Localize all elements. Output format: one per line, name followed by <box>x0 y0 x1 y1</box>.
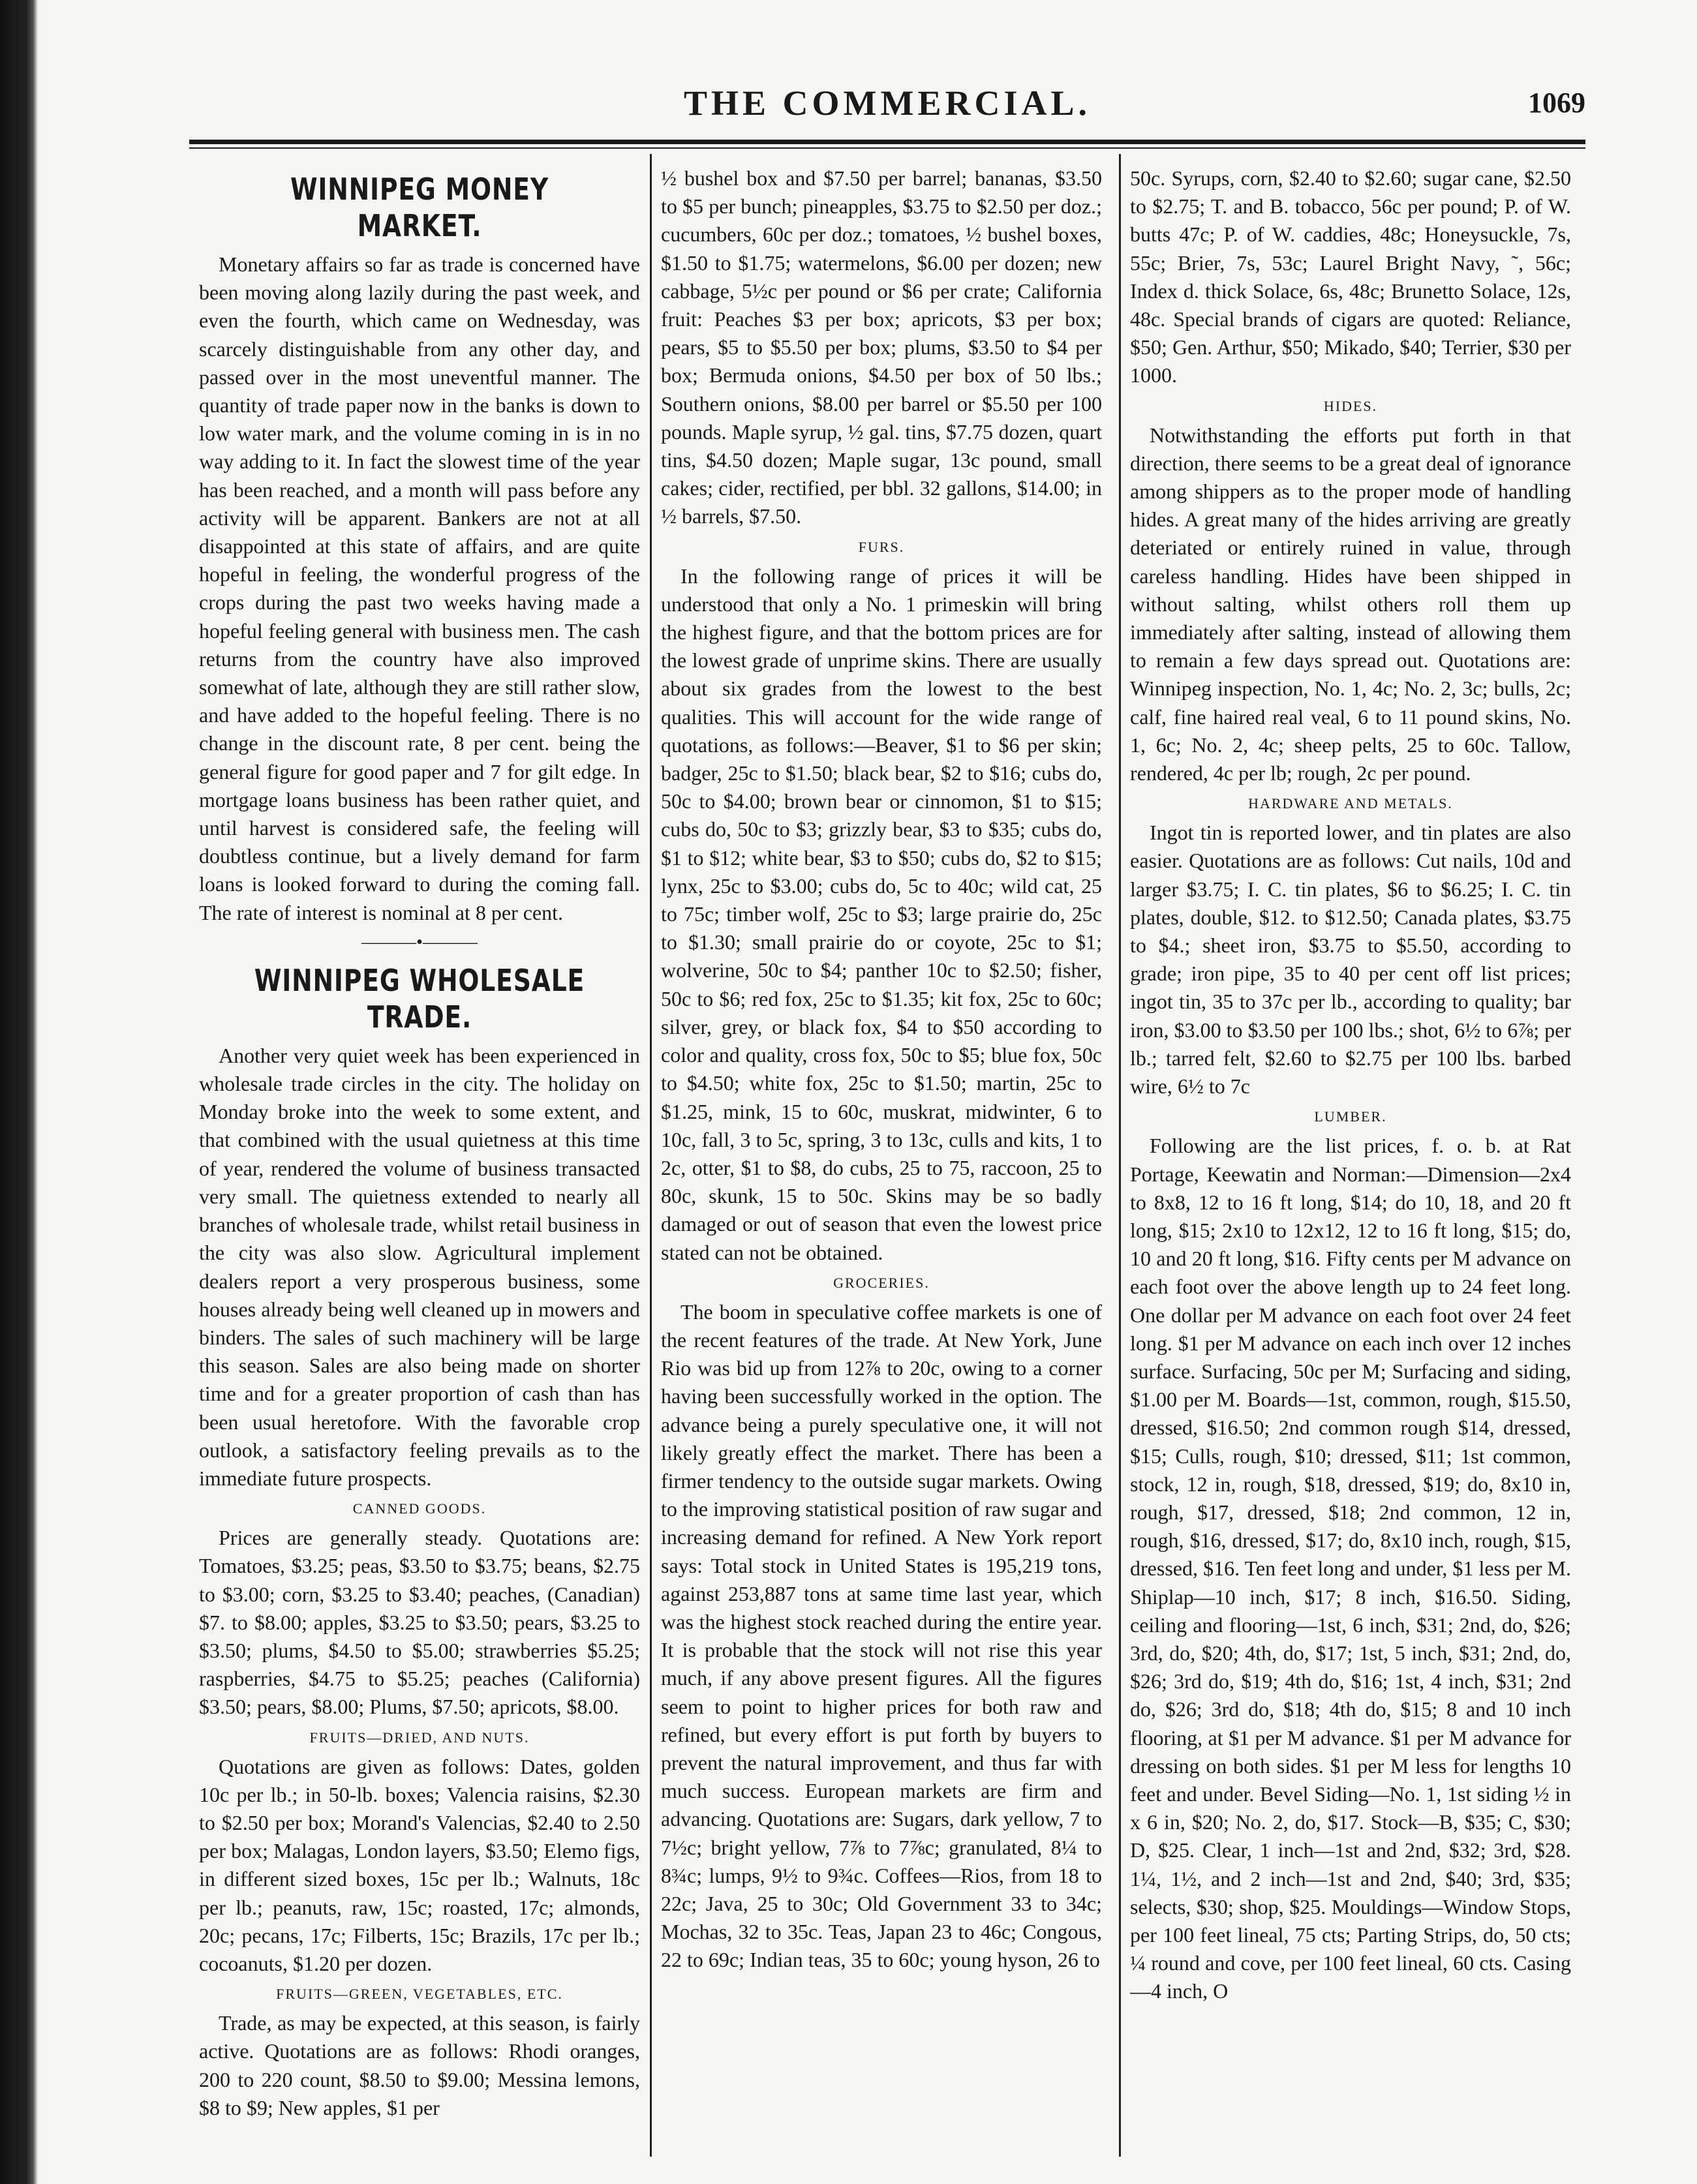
column-divider-1 <box>650 154 652 2157</box>
section-ornament: ———•——— <box>361 932 478 952</box>
heading-wholesale-trade: WINNIPEG WHOLESALE TRADE. <box>254 962 585 1035</box>
header-rule-thick <box>189 140 1585 144</box>
paragraph-hardware-metals: Ingot tin is reported lower, and tin plates are also easier. Quotations are as follows: Cut nails, 10d and larger $3.75; I. C. tin plates, $6 to $6.25; I. C. tin plates, double, $12. to $12.50; Canada plates, $3.75 to $4.; sheet iron, $3.75 to $5.50, according to grade; iron pipe, 35 to 40 per cent off list prices; ingot tin, 35 to 37c per lb., according to quality; bar iron, $3.00 to $3.50 per 100 lbs.; shot, 6½ to 6⅞; per lb.; tarred felt, $2.60 to $2.75 per 100 lbs. barbed wire, 6½ to 7c <box>1130 821 1571 1099</box>
paragraph-green-fruits-continued: ½ bushel box and $7.50 per barrel; bananas, $3.50 to $5 per bunch; pineapples, $3.75 to $2.50 per doz.; cucumbers, 60c per doz.; tomatoes, ½ bushel boxes, $1.50 to $1.75; watermelons, $6.00 per dozen; new cabbage, 5½c per pound or $6 per crate; California fruit: Peaches $3 per box; apricots, $3 per box; pears, $5 to $5.50 per box; plums, $3.50 to $4 per box; Bermuda onions, $4.50 per box of 50 lbs.; Southern onions, $8.00 per barrel or $5.50 per 100 pounds. Maple syrup, ½ gal. tins, $7.75 dozen, quart tins, $4.50 dozen; Maple sugar, 13c pound, small cakes; cider, rectified, per bbl. 32 gallons, $14.00; in ½ barrels, $7.50. <box>661 166 1102 528</box>
paragraph-groceries-continued: 50c. Syrups, corn, $2.40 to $2.60; sugar cane, $2.50 to $2.75; T. and B. tobacco, 56c per pound; P. of W. butts 47c; P. of W. caddies, 48c; Honeysuckle, 7s, 55c; Brier, 7s, 53c; Laurel Bright Navy, ˜, 56c; Index d. thick Solace, 6s, 48c; Brunetto Solace, 12s, 48c. Special brands of cigars are quoted: Reliance, $50; Gen. Arthur, $50; Mikado, $40; Terrier, $30 per 1000. <box>1130 166 1571 387</box>
header-rule-thin <box>189 147 1585 149</box>
subheading-furs: FURS. <box>858 538 905 555</box>
subheading-groceries: GROCERIES. <box>833 1274 930 1291</box>
paragraph-lumber: Following are the list prices, f. o. b. at Rat Portage, Keewatin and Norman:—Dimension—2x4 to 8x8, 12 to 16 ft long, $14; do 10, 18, and 20 ft long, $15; 2x10 to 12x12, 12 to 16 ft long, $15; do, 10 and 20 ft long, $16. Fifty cents per M advance on each foot over the above length up to 24 feet long. One dollar per M advance on each foot over 24 feet long. $1 per M advance on each inch over 12 inches surface. Surfacing, 50c per M; Surfacing and siding, $1.00 per M. Boards—1st, common, rough, $15.50, dressed, $16.50; 2nd common rough $14, dressed, $15; Culls, rough, $10; dressed, $11; 1st common, stock, 12 in, rough, $18, dressed, $19; do, 8x10 in, rough, $17, dressed, $18; 2nd common, 12 in, rough, $16, dressed, $17; do, 8x10 inch, rough, $15, dressed, $16. Ten feet long and under, $1 less per M. Shiplap—10 inch, $17; 8 inch, $16.50. Siding, ceiling and flooring—1st, 6 inch, $31; 2nd, do, $26; 3rd, do, $20; 4th, do, $17; 1st, 5 inch, $31; 2nd, do, $26; 3rd do, $19; 4th do, $16; 1st, 4 inch, $31; 2nd do, $26; 3rd do, $18; 4th do, $15; 8 and 10 inch flooring, at $1 per M advance. $1 per M advance for dressing on both sides. $1 per M less for lengths 10 feet and under. Bevel Siding—No. 1, 1st siding ½ in x 6 in, $20; No. 2, do, $17. Stock—B, $35; C, $30; D, $25. Clear, 1 inch—1st and 2nd, $32; 3rd, $28. 1¼, 1½, and 2 inch—1st and 2nd, $40; 3rd, $35; selects, $30; shop, $25. Mouldings—Window Stops, per 100 feet lineal, 75 cts; Parting Strips, do, 50 cts; ¼ round and cove, per 100 feet lineal, 60 cts. Casing—4 inch, O <box>1130 1134 1571 2003</box>
paragraph-groceries: The boom in speculative coffee markets is one of the recent features of the trade. At New York, June Rio was bid up from 12⅞ to 20c, owing to a corner having been successfully worked in the option. The advance being a purely speculative one, it will not likely greatly effect the market. There has been a firmer tendency to the outside sugar markets. Owing to the improving statistical position of raw sugar and increasing demand for refined. A New York report says: Total stock in United States is 195,219 tons, against 253,887 tons at same time last year, which was the highest stock reached during the entire year. It is probable that the stock will not rise this year much, if any above present figures. All the figures seem to point to higher prices for both raw and refined, but every effort is put forth by buyers to prevent the natural improvement, and thus far with much success. European markets are firm and advancing. Quotations are: Sugars, dark yellow, 7 to 7½c; bright yellow, 7⅞ to 7⅞c; granulated, 8¼ to 8¾c; lumps, 9½ to 9¾c. Coffees—Rios, from 18 to 22c; Java, 25 to 30c; Old Government 33 to 34c; Mochas, 32 to 35c. Teas, Japan 23 to 46c; Congous, 22 to 69c; Indian teas, 35 to 60c; young hyson, 26 to <box>661 1299 1102 1972</box>
page-header <box>189 83 1585 123</box>
subheading-green-fruits: FRUITS—GREEN, VEGETABLES, ETC. <box>276 1986 563 2003</box>
masthead-title: THE COMMERCIAL. <box>683 83 1091 123</box>
paragraph-canned-goods: Prices are generally steady. Quotations are: Tomatoes, $3.25; peas, $3.50 to $3.75; beans, $2.75 to $3.00; corn, $3.25 to $3.40; peaches, (Canadian) $7. to $8.00; apples, $3.25 to $3.50; pears, $3.25 to $3.50; plums, $4.50 to $5.00; strawberries $5.25; raspberries, $4.75 to $5.25; peaches (California) $3.50; pears, $8.00; Plums, $7.50; apricots, $8.00. <box>199 1526 640 1719</box>
column-1 <box>199 164 640 2147</box>
subheading-dried-fruits: FRUITS—DRIED, AND NUTS. <box>309 1729 530 1746</box>
binding-spine <box>0 0 38 2184</box>
paragraph-hides: Notwithstanding the efforts put forth in that direction, there seems to be a great deal of ignorance among shippers as to the proper mode of handling hides. A great many of the hides arriving are greatly deteriated or entirely ruined in value, through careless handling. Hides have been shipped in without salting, whilst others roll them up immediately after salting, instead of allowing them to remain a few days spread out. Quotations are: Winnipeg inspection, No. 1, 4c; No. 2, 3c; bulls, 2c; calf, fine haired real veal, 6 to 11 pound skins, No. 1, 6c; No. 2, 4c; sheep pelts, 25 to 60c. Tallow, rendered, 4c per lb; rough, 2c per pound. <box>1130 423 1571 785</box>
paragraph-furs: In the following range of prices it will be understood that only a No. 1 primeskin will bring the highest figure, and that the bottom prices are for the lowest grade of unprime skins. There are usually about six grades from the lowest to the best qualities. This will account for the wide range of quotations, as follows:—Beaver, $1 to $6 per skin; badger, 25c to $1.50; black bear, $2 to $16; cubs do, 50c to $4.00; brown bear or cinnomon, $1 to $15; cubs do, 50c to $3; grizzly bear, $3 to $35; cubs do, $1 to $12; white bear, $3 to $50; cubs do, $2 to $15; lynx, 25c to $3.00; cubs do, 5c to 40c; wild cat, 25 to 75c; timber wolf, 25c to $3; large prairie do, 25c to $1.30; small prairie do or coyote, 25c to $1; wolverine, 50c to $4; panther 10c to $2.50; fisher, 50c to $6; red fox, 25c to $1.35; kit fox, 25c to 60c; silver, grey, or black fox, $4 to $50 according to color and quality, cross fox, 50c to $5; blue fox, 50c to $4.50; white fox, 25c to $1.50; martin, 25c to $1.25, mink, 15 to 60c, muskrat, midwinter, 6 to 10c, fall, 3 to 5c, spring, 3 to 13c, culls and kits, 1 to 2c, otter, $1 to $8, do cubs, 25 to 75, raccoon, 25 to 80c, skunk, 15 to 50c. Skins may be so badly damaged or out of season that even the lowest price stated can not be obtained. <box>661 564 1102 1264</box>
subheading-hardware-metals: HARDWARE AND METALS. <box>1248 795 1453 812</box>
paragraph-green-fruits: Trade, as may be expected, at this season, is fairly active. Quotations are as follows: Rhodi oranges, 200 to 220 count, $8.50 to $9.00; Messina lemons, $8 to $9; New apples, $1 per <box>199 2011 640 2119</box>
page-number: 1069 <box>1528 87 1585 119</box>
subheading-lumber: LUMBER. <box>1314 1108 1387 1125</box>
paragraph-money-market: Monetary affairs so far as trade is concerned have been moving along lazily during the past week, and even the fourth, which came on Wednesday, was scarcely distinguishable from any other day, and passed over in the most uneventful manner. The quantity of trade paper now in the banks is down to low water mark, and the volume coming in is in no way adding to it. In fact the slowest time of the year has been reached, and a month will pass before any activity will be apparent. Bankers are not at all disappointed at this state of affairs, and are quite hopeful in feeling, the wonderful progress of the crops during the past two weeks having made a hopeful feeling general with business men. The cash returns from the country have also improved somewhat of late, although they are still rather slow, and have added to the hopeful feeling. There is no change in the discount rate, 8 per cent. being the general figure for good paper and 7 for gilt edge. In mortgage loans business has been rather quiet, and until harvest is considered safe, the feeling will doubtless continue, but a lively demand for farm loans is looked forward to during the coming fall. The rate of interest is nominal at 8 per cent. <box>199 252 640 924</box>
column-2 <box>661 164 1102 2147</box>
column-divider-2 <box>1119 154 1121 2157</box>
subheading-canned-goods: CANNED GOODS. <box>352 1500 487 1517</box>
heading-money-market: WINNIPEG MONEY MARKET. <box>290 172 549 243</box>
paragraph-dried-fruits: Quotations are given as follows: Dates, golden 10c per lb.; in 50-lb. boxes; Valencia raisins, $2.30 to $2.50 per box; Morand's Valencias, $2.40 to 2.50 per box; Malagas, London layers, $3.50; Elemo figs, in different sized boxes, 15c per lb.; Walnuts, 18c per lb.; peanuts, raw, 15c; roasted, 17c; almonds, 20c; pecans, 17c; Filberts, 15c; Brazils, 17c per lb.; cocoanuts, $1.20 per dozen. <box>199 1754 640 1975</box>
paragraph-wholesale-trade: Another very quiet week has been experienced in wholesale trade circles in the city. The holiday on Monday broke into the week to some extent, and that combined with the usual quietness at this time of year, rendered the volume of business transacted very small. The quietness extended to nearly all branches of wholesale trade, whilst retail business in the city was also slow. Agricultural implement dealers report a very prosperous business, some houses already being well cleaned up in mowers and binders. The sales of such machinery will be large this season. Sales are also being made on shorter time and for a greater proportion of cash than has been usual heretofore. With the favorable crop outlook, a satisfactory feeling prevails as to the immediate future prospects. <box>199 1043 640 1490</box>
column-3 <box>1130 164 1571 2147</box>
subheading-hides: HIDES. <box>1323 397 1378 414</box>
